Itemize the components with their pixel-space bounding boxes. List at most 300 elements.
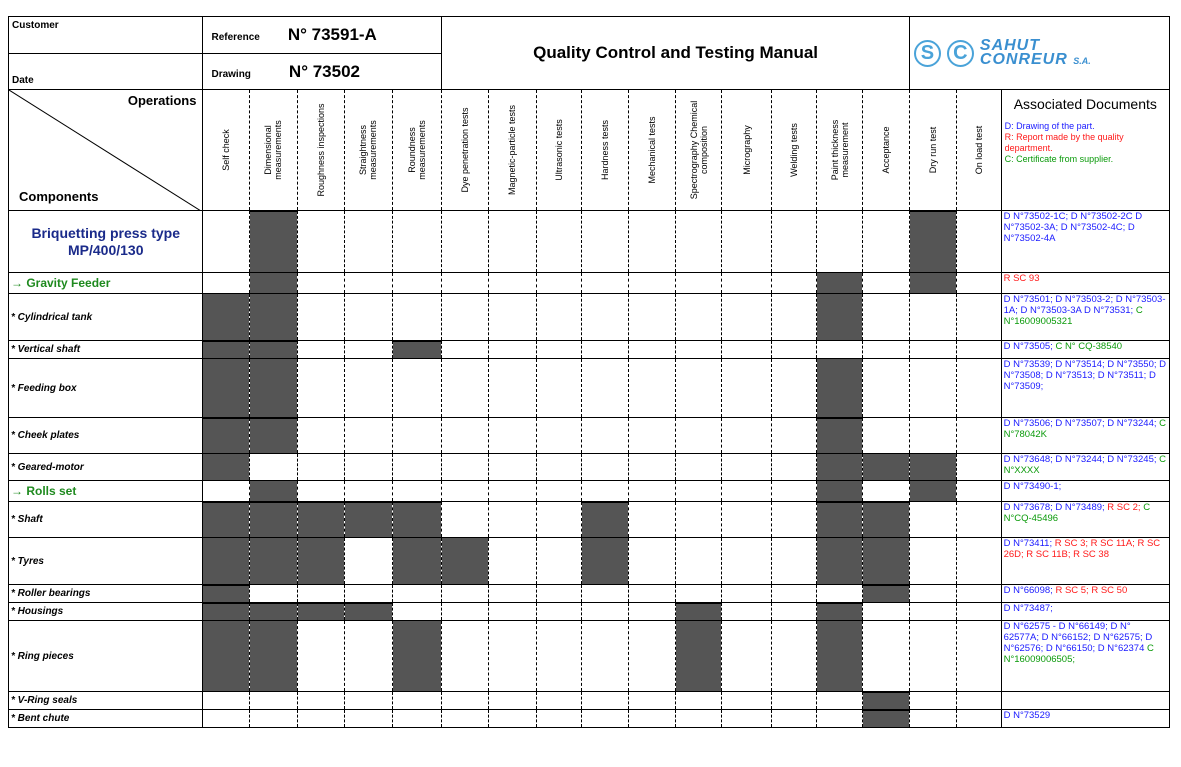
legend-entry: D: Drawing of the part. (1004, 121, 1095, 131)
operation-cell-required (817, 481, 863, 502)
operation-cell-required (249, 481, 297, 502)
logo-brand-line1: SAHUT (979, 36, 1040, 54)
operation-label: Magnetic-particle tests (507, 104, 518, 196)
operation-cell-empty (582, 341, 628, 359)
operation-cell-empty (722, 692, 771, 710)
operation-cell-empty (582, 454, 628, 481)
company-logo (909, 17, 1169, 90)
table-row (9, 538, 1170, 585)
operation-header (344, 90, 392, 211)
operation-cell-required (392, 538, 441, 585)
operation-cell-empty (676, 710, 722, 728)
operation-cell-empty (722, 294, 771, 341)
table-row (9, 359, 1170, 418)
document-reference: D N°73487; (1003, 603, 1053, 614)
operation-cell-empty (957, 454, 1001, 481)
component-name: → Rolls set (9, 481, 203, 502)
operation-cell-empty (392, 418, 441, 454)
operation-cell-empty (488, 418, 536, 454)
operation-label: Roughness inspections (315, 103, 326, 197)
operation-cell-empty (392, 692, 441, 710)
operation-cell-empty (488, 502, 536, 538)
operation-cell-empty (582, 585, 628, 603)
operation-cell-required (298, 502, 344, 538)
operation-cell-empty (771, 603, 816, 621)
operation-cell-required (863, 710, 909, 728)
operation-header (676, 90, 722, 211)
document-reference: D N°73529 (1003, 710, 1051, 721)
operation-cell-empty (722, 603, 771, 621)
operation-label: On load test (973, 125, 984, 175)
operation-cell-empty (536, 418, 581, 454)
operation-cell-empty (863, 359, 909, 418)
operation-cell-empty (582, 710, 628, 728)
document-reference: D N°73411; (1003, 538, 1055, 549)
operation-cell-empty (863, 418, 909, 454)
quality-manual-sheet (8, 16, 1170, 728)
operation-cell-empty (957, 273, 1001, 294)
operation-cell-empty (488, 273, 536, 294)
operation-cell-empty (817, 341, 863, 359)
operation-cell-empty (863, 294, 909, 341)
operation-cell-empty (298, 585, 344, 603)
table-row (9, 710, 1170, 728)
operation-cell-empty (771, 621, 816, 692)
operation-cell-empty (722, 341, 771, 359)
table-row (9, 502, 1170, 538)
operation-cell-empty (344, 294, 392, 341)
operation-cell-empty (722, 211, 771, 273)
table-row (9, 454, 1170, 481)
operation-cell-empty (722, 481, 771, 502)
operation-cell-empty (722, 502, 771, 538)
operation-cell-empty (488, 603, 536, 621)
associated-documents-cell (1001, 341, 1169, 359)
logo-brand-suffix: S.A. (1073, 55, 1091, 66)
operation-cell-empty (628, 621, 675, 692)
operation-cell-required (817, 538, 863, 585)
operation-cell-empty (771, 538, 816, 585)
operations-label: Operations (127, 93, 197, 108)
operation-cell-empty (676, 585, 722, 603)
operation-cell-empty (628, 211, 675, 273)
operation-cell-empty (488, 341, 536, 359)
operation-cell-empty (628, 341, 675, 359)
table-row (9, 692, 1170, 710)
operation-cell-empty (442, 692, 488, 710)
operation-cell-empty (628, 538, 675, 585)
operation-cell-empty (676, 211, 722, 273)
operation-cell-empty (909, 418, 956, 454)
operation-cell-empty (298, 710, 344, 728)
operation-cell-empty (863, 481, 909, 502)
operation-cell-empty (442, 273, 488, 294)
operation-header (722, 90, 771, 211)
operation-cell-empty (392, 585, 441, 603)
operation-cell-required (909, 273, 956, 294)
operation-cell-empty (249, 585, 297, 603)
operation-cell-empty (488, 359, 536, 418)
operation-cell-empty (298, 692, 344, 710)
operation-label: Dry run test (928, 126, 939, 174)
operation-cell-empty (628, 359, 675, 418)
table-row (9, 211, 1170, 273)
operation-cell-empty (909, 294, 956, 341)
operation-cell-empty (771, 359, 816, 418)
operation-cell-empty (442, 359, 488, 418)
operation-cell-empty (392, 294, 441, 341)
operation-cell-required (249, 502, 297, 538)
operation-cell-empty (676, 294, 722, 341)
operation-label: Acceptance (881, 126, 892, 174)
operation-cell-empty (957, 585, 1001, 603)
document-reference: C N°16009006505; (1003, 643, 1154, 665)
operation-cell-empty (392, 454, 441, 481)
logo-brand-line2: CONREUR (979, 50, 1068, 68)
operation-label: Dimensional measurements (263, 120, 284, 180)
operation-label: Spectrography Chemical composition (688, 100, 709, 200)
operation-cell-empty (909, 538, 956, 585)
operation-header (817, 90, 863, 211)
operation-cell-empty (722, 585, 771, 603)
document-reference: D N°73648; D N°73244; D N°73245; (1003, 454, 1160, 465)
components-label: Components (19, 189, 99, 204)
operation-cell-empty (909, 710, 956, 728)
table-row (9, 621, 1170, 692)
associated-documents-cell (1001, 359, 1169, 418)
operation-cell-required (909, 454, 956, 481)
operation-cell-empty (582, 273, 628, 294)
operation-cell-empty (957, 621, 1001, 692)
operation-cell-required (676, 621, 722, 692)
operation-cell-empty (676, 454, 722, 481)
operation-cell-empty (582, 481, 628, 502)
operation-cell-empty (863, 341, 909, 359)
operation-cell-empty (488, 710, 536, 728)
operation-cell-empty (722, 454, 771, 481)
component-name: → Gravity Feeder (9, 273, 203, 294)
component-name: * Roller bearings (9, 585, 203, 603)
operation-cell-required (203, 538, 249, 585)
operation-cell-empty (488, 454, 536, 481)
operation-cell-required (298, 538, 344, 585)
operation-cell-empty (957, 603, 1001, 621)
operation-cell-empty (628, 502, 675, 538)
operation-cell-empty (957, 481, 1001, 502)
operation-cell-empty (298, 294, 344, 341)
document-reference: D N°73539; D N°73514; D N°73550; D N°73508; D N°73513; D N°73511; D N°73509; (1003, 359, 1167, 392)
operation-cell-required (203, 454, 249, 481)
operation-cell-empty (536, 585, 581, 603)
component-name: * Geared-motor (9, 454, 203, 481)
operation-cell-empty (442, 502, 488, 538)
operation-cell-required (392, 502, 441, 538)
operation-cell-empty (676, 538, 722, 585)
document-reference: C N° CQ-38540 (1055, 341, 1123, 352)
operation-cell-empty (203, 481, 249, 502)
operation-cell-empty (392, 211, 441, 273)
operation-cell-empty (203, 273, 249, 294)
document-reference: C N°CQ-45496 (1003, 502, 1151, 524)
operation-cell-empty (771, 418, 816, 454)
operation-label: Self check (221, 129, 232, 171)
operation-cell-empty (442, 603, 488, 621)
operation-cell-empty (909, 341, 956, 359)
operation-cell-required (203, 294, 249, 341)
operation-cell-empty (536, 454, 581, 481)
operation-cell-empty (771, 692, 816, 710)
legend-entry: C: Certificate from supplier. (1004, 154, 1114, 164)
operation-cell-empty (628, 454, 675, 481)
document-reference: D N°73502-1C; D N°73502-2C D N°73502-3A; D N°73502-4C; D N°73502-4A (1003, 211, 1143, 244)
associated-documents-cell (1001, 710, 1169, 728)
operation-cell-empty (344, 481, 392, 502)
operation-cell-empty (771, 341, 816, 359)
operation-cell-empty (582, 359, 628, 418)
document-reference: D N°73501; D N°73503-2; D N°73503-1A; D N°73503-3A D N°73531; (1003, 294, 1166, 316)
operation-label: Mechanical tests (646, 116, 657, 184)
operation-cell-empty (392, 710, 441, 728)
operation-label: Micrography (741, 125, 752, 175)
operation-cell-required (442, 538, 488, 585)
associated-documents-cell (1001, 603, 1169, 621)
operation-cell-required (909, 211, 956, 273)
operation-cell-empty (771, 454, 816, 481)
operation-header (249, 90, 297, 211)
operation-cell-empty (957, 294, 1001, 341)
operation-cell-required (203, 502, 249, 538)
operation-cell-empty (628, 273, 675, 294)
operation-cell-empty (298, 359, 344, 418)
operation-cell-empty (344, 454, 392, 481)
operation-cell-empty (722, 538, 771, 585)
associated-documents-title: Associated Documents (1013, 96, 1157, 112)
component-name: Briquetting press type MP/400/130 (9, 211, 203, 273)
operation-cell-empty (722, 273, 771, 294)
operation-label: Paint thickness measurement (829, 119, 850, 181)
associated-documents-cell (1001, 538, 1169, 585)
operation-header (203, 90, 249, 211)
operation-cell-empty (863, 273, 909, 294)
operation-cell-empty (817, 710, 863, 728)
operation-cell-required (392, 341, 441, 359)
operation-cell-empty (536, 710, 581, 728)
operation-cell-empty (957, 538, 1001, 585)
operation-cell-required (203, 621, 249, 692)
drawing-label: Drawing (211, 68, 251, 80)
reference-cell (203, 17, 442, 54)
document-reference: R SC 93 (1003, 273, 1040, 284)
operation-cell-required (203, 603, 249, 621)
operation-cell-empty (536, 273, 581, 294)
operation-header (863, 90, 909, 211)
operation-cell-empty (344, 585, 392, 603)
operation-cell-empty (676, 692, 722, 710)
logo-brand-name (979, 36, 1091, 68)
operation-cell-empty (909, 692, 956, 710)
operation-cell-empty (442, 710, 488, 728)
operation-cell-empty (582, 692, 628, 710)
operation-cell-empty (298, 454, 344, 481)
operation-cell-empty (344, 418, 392, 454)
operation-cell-empty (392, 603, 441, 621)
operation-cell-empty (442, 585, 488, 603)
operation-cell-required (909, 481, 956, 502)
operation-cell-required (249, 273, 297, 294)
associated-documents-cell (1001, 294, 1169, 341)
operation-header (392, 90, 441, 211)
operation-cell-empty (536, 502, 581, 538)
component-name: * Feeding box (9, 359, 203, 418)
operation-cell-empty (392, 481, 441, 502)
associated-documents-cell (1001, 211, 1169, 273)
operation-cell-required (817, 502, 863, 538)
operation-cell-required (676, 603, 722, 621)
operation-cell-empty (488, 621, 536, 692)
table-row (9, 341, 1170, 359)
associated-documents-cell (1001, 481, 1169, 502)
document-reference: D N°73490-1; (1003, 481, 1062, 492)
operation-cell-empty (628, 481, 675, 502)
operation-cell-empty (249, 710, 297, 728)
operation-cell-empty (628, 585, 675, 603)
operation-cell-required (249, 211, 297, 273)
component-name: * Bent chute (9, 710, 203, 728)
component-name: * Cylindrical tank (9, 294, 203, 341)
operation-label: Hardness tests (599, 119, 610, 181)
operation-cell-required (344, 603, 392, 621)
legend-entry: R: Report made by the quality department. (1004, 132, 1124, 153)
operation-cell-empty (676, 418, 722, 454)
document-reference: R SC 3; R SC 11A; R SC 26D; R SC 11B; R SC 38 (1003, 538, 1161, 560)
document-reference: C N°16009005321 (1003, 305, 1143, 327)
operation-cell-empty (628, 603, 675, 621)
component-name: * Cheek plates (9, 418, 203, 454)
operation-cell-empty (957, 418, 1001, 454)
component-name: * Tyres (9, 538, 203, 585)
operation-cell-empty (582, 294, 628, 341)
operation-cell-empty (582, 211, 628, 273)
operation-cell-empty (203, 211, 249, 273)
operation-cell-empty (298, 481, 344, 502)
operation-cell-required (863, 692, 909, 710)
operation-header (628, 90, 675, 211)
document-reference: C N°78042K (1003, 418, 1167, 440)
operation-cell-required (863, 454, 909, 481)
operation-cell-required (863, 585, 909, 603)
operation-cell-required (863, 502, 909, 538)
operation-label: Welding tests (788, 123, 799, 177)
operation-cell-empty (298, 273, 344, 294)
operation-cell-empty (442, 481, 488, 502)
operation-cell-empty (909, 585, 956, 603)
associated-documents-cell (1001, 692, 1169, 710)
operation-cell-required (817, 621, 863, 692)
operation-cell-empty (771, 502, 816, 538)
operation-cell-empty (722, 359, 771, 418)
associated-documents-cell (1001, 418, 1169, 454)
operation-cell-empty (771, 294, 816, 341)
operation-cell-empty (344, 341, 392, 359)
operation-cell-empty (957, 692, 1001, 710)
operation-cell-empty (488, 692, 536, 710)
operation-cell-empty (536, 621, 581, 692)
corner-cell (9, 90, 203, 211)
operation-cell-required (203, 418, 249, 454)
operation-cell-empty (771, 710, 816, 728)
operation-label: Roundness measurements (407, 120, 428, 180)
operation-cell-empty (536, 481, 581, 502)
operation-cell-empty (909, 502, 956, 538)
operation-cell-empty (817, 692, 863, 710)
operation-cell-empty (676, 502, 722, 538)
operation-cell-empty (488, 585, 536, 603)
operation-cell-empty (488, 538, 536, 585)
operation-cell-empty (203, 692, 249, 710)
logo-mark-c: C (947, 40, 974, 67)
component-name: * Shaft (9, 502, 203, 538)
operation-cell-required (203, 341, 249, 359)
operation-cell-required (817, 359, 863, 418)
quality-control-table (8, 16, 1170, 728)
operation-cell-empty (863, 621, 909, 692)
operation-cell-empty (771, 585, 816, 603)
operation-cell-empty (771, 273, 816, 294)
associated-documents-cell (1001, 502, 1169, 538)
operation-cell-empty (817, 585, 863, 603)
operation-cell-empty (628, 294, 675, 341)
operation-cell-empty (909, 359, 956, 418)
component-name: * Vertical shaft (9, 341, 203, 359)
operation-header (488, 90, 536, 211)
operation-cell-required (817, 294, 863, 341)
document-reference: D N°62575 - D N°66149; D N° 62577A; D N°66152; D N°62575; D N°62576; D N°66150; D N°62374 (1003, 621, 1153, 654)
operation-cell-empty (676, 359, 722, 418)
operation-header (536, 90, 581, 211)
operation-cell-empty (628, 710, 675, 728)
associated-documents-cell (1001, 621, 1169, 692)
operation-cell-required (817, 418, 863, 454)
operation-cell-empty (344, 211, 392, 273)
customer-label: Customer (9, 17, 203, 54)
reference-label: Reference (211, 32, 260, 43)
header-row-1 (9, 17, 1170, 54)
associated-documents-cell (1001, 454, 1169, 481)
operation-cell-empty (344, 538, 392, 585)
operation-cell-empty (676, 481, 722, 502)
operation-cell-empty (957, 341, 1001, 359)
operation-cell-empty (536, 211, 581, 273)
operation-cell-empty (488, 211, 536, 273)
operation-cell-required (249, 294, 297, 341)
operation-cell-empty (957, 211, 1001, 273)
operation-cell-required (249, 621, 297, 692)
operation-cell-empty (863, 211, 909, 273)
operation-header (909, 90, 956, 211)
operation-cell-required (582, 538, 628, 585)
reference-value: N° 73591-A (287, 25, 377, 44)
component-name: * Ring pieces (9, 621, 203, 692)
component-name: * V-Ring seals (9, 692, 203, 710)
operation-cell-empty (442, 211, 488, 273)
document-reference: D N°73506; D N°73507; D N°73244; (1003, 418, 1160, 429)
manual-title: Quality Control and Testing Manual (442, 17, 910, 90)
operation-cell-empty (249, 454, 297, 481)
operation-header (298, 90, 344, 211)
operation-cell-empty (298, 621, 344, 692)
operation-cell-required (863, 538, 909, 585)
operation-cell-empty (344, 692, 392, 710)
